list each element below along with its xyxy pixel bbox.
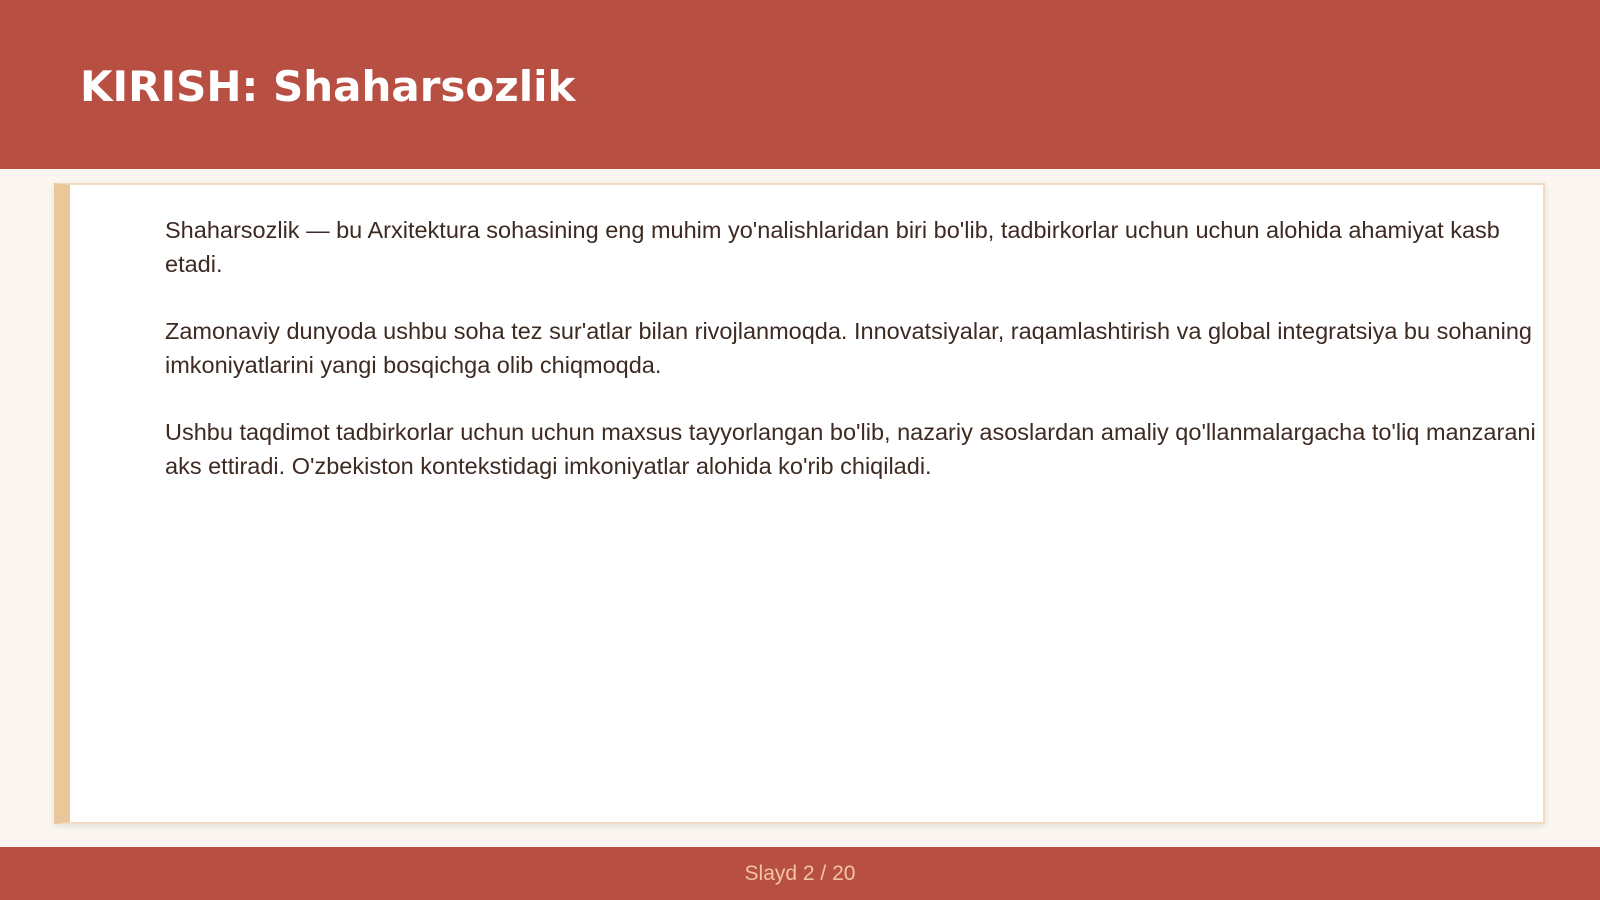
slide-footer [0, 847, 1600, 900]
slide-header [0, 0, 1600, 169]
paragraph-presentation-purpose: Ushbu taqdimot tadbirkorlar uchun uchun maxsus tayyorlangan bo'lib, nazariy asoslardan amaliy qo'llanmalargacha to'liq manzarani aks ettiradi. O'zbekiston kontekstidagi imkoniyatlar alohida ko'rib chiqiladi. [165, 419, 1536, 479]
paragraph-modern-world: Zamonaviy dunyoda ushbu soha tez sur'atlar bilan rivojlanmoqda. Innovatsiyalar, raqamlashtirish va global integratsiya bu sohaning imkoniyatlarini yangi bosqichga olib chiqmoqda. [165, 318, 1532, 378]
content-body [165, 213, 1545, 516]
paragraph-intro: Shaharsozlik — bu Arxitektura sohasining eng muhim yo'nalishlaridan biri bo'lib, tadbirkorlar uchun uchun alohida ahamiyat kasb etadi. [165, 217, 1500, 277]
slide-title: KIRISH: Shaharsozlik [80, 62, 576, 111]
slide-number: Slayd 2 / 20 [744, 862, 856, 885]
content-card [54, 183, 1545, 824]
